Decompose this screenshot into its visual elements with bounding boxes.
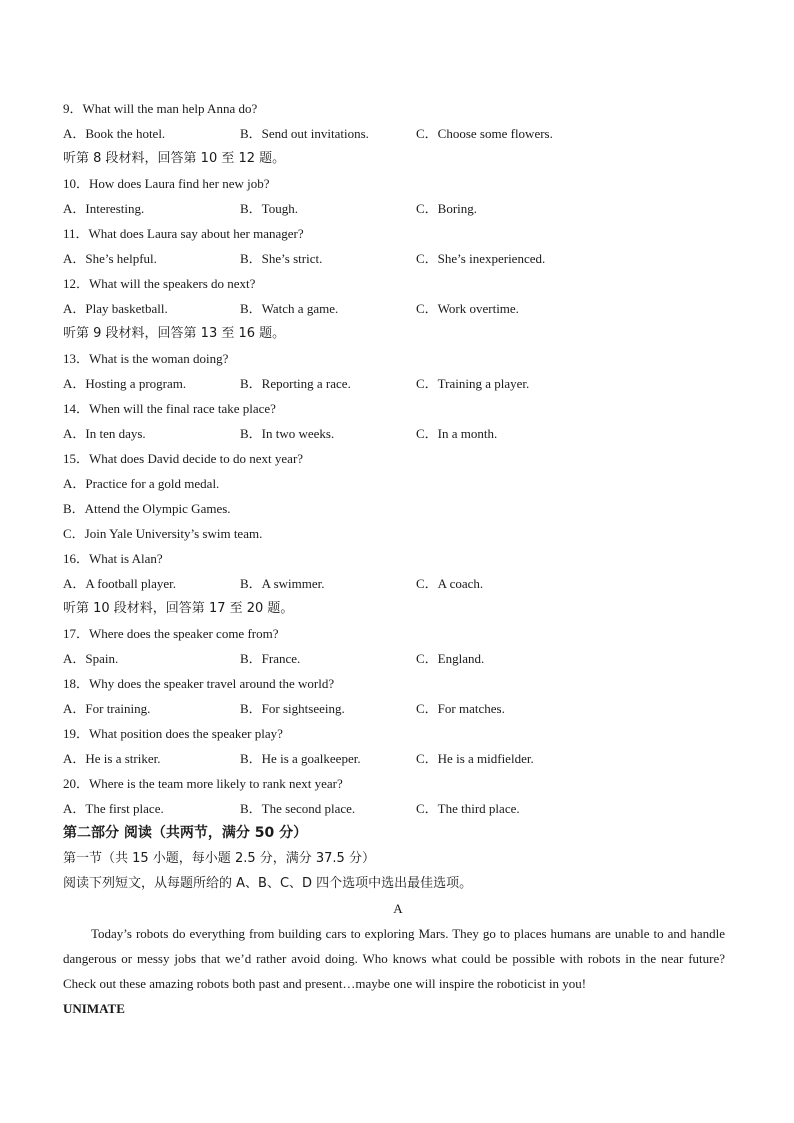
option-row	[63, 121, 733, 146]
passage-subheading: UNIMATE	[63, 1001, 125, 1016]
material-instruction: 听第 10 段材料，回答第 17 至 20 题。	[63, 601, 294, 616]
answer-option: B．He is a goalkeeper.	[240, 751, 361, 766]
answer-option: B．For sightseeing.	[240, 701, 345, 716]
question-text: 11．What does Laura say about her manager?	[63, 226, 304, 241]
option-row	[63, 746, 733, 771]
answer-option: A．Spain.	[63, 651, 119, 666]
reading-instruction: 阅读下列短文，从每题所给的 A、B、C、D 四个选项中选出最佳选项。	[63, 876, 473, 891]
passage-label: A	[393, 901, 403, 916]
question-text: 13．What is the woman doing?	[63, 351, 229, 366]
answer-option: B．The second place.	[240, 801, 356, 816]
answer-option: B．Tough.	[240, 201, 298, 216]
option-row	[63, 571, 733, 596]
answer-option: A．A football player.	[63, 576, 177, 591]
answer-option: B．Reporting a race.	[240, 376, 351, 391]
answer-option: C．She’s inexperienced.	[416, 251, 546, 266]
answer-option: C．He is a midfielder.	[416, 751, 534, 766]
passage-paragraph: Today’s robots do everything from building cars to exploring Mars. They go to places humans are unable to and handle dangerous or messy jobs that we’d rather avoid doing. Who knows what could be possible with robots in the near future? Check out these amazing robots both past and present…maybe one will inspire the roboticist in you!	[63, 926, 725, 991]
listening-section	[63, 96, 733, 821]
question-text: 16．What is Alan?	[63, 551, 163, 566]
part-two-title: 第二部分 阅读（共两节，满分 50 分）	[63, 825, 308, 841]
answer-option: C．In a month.	[416, 426, 498, 441]
option-row	[63, 421, 733, 446]
answer-option: C．Work overtime.	[416, 301, 519, 316]
answer-option: A．She’s helpful.	[63, 251, 157, 266]
answer-option: C．The third place.	[416, 801, 520, 816]
material-instruction: 听第 9 段材料，回答第 13 至 16 题。	[63, 326, 286, 341]
answer-option: B．Send out invitations.	[240, 126, 369, 141]
question-text: B．Attend the Olympic Games.	[63, 501, 231, 516]
material-instruction: 听第 8 段材料，回答第 10 至 12 题。	[63, 151, 286, 166]
exam-page	[63, 96, 733, 1021]
answer-option: A．Book the hotel.	[63, 126, 166, 141]
option-row	[63, 646, 733, 671]
answer-option: A．He is a striker.	[63, 751, 161, 766]
answer-option: B．A swimmer.	[240, 576, 325, 591]
answer-option: C．Choose some flowers.	[416, 126, 553, 141]
question-text: A．Practice for a gold medal.	[63, 476, 220, 491]
question-text: 19．What position does the speaker play?	[63, 726, 283, 741]
answer-option: C．Boring.	[416, 201, 478, 216]
option-row	[63, 371, 733, 396]
answer-option: C．A coach.	[416, 576, 484, 591]
question-text: 18．Why does the speaker travel around the world?	[63, 676, 335, 691]
question-text: 10．How does Laura find her new job?	[63, 176, 270, 191]
answer-option: A．Interesting.	[63, 201, 145, 216]
answer-option: B．In two weeks.	[240, 426, 335, 441]
answer-option: C．For matches.	[416, 701, 505, 716]
answer-option: B．She’s strict.	[240, 251, 323, 266]
option-row	[63, 696, 733, 721]
section-one-heading: 第一节（共 15 小题，每小题 2.5 分，满分 37.5 分）	[63, 851, 375, 866]
question-text: 15．What does David decide to do next year?	[63, 451, 304, 466]
option-row	[63, 246, 733, 271]
answer-option: C．England.	[416, 651, 485, 666]
answer-option: A．Play basketball.	[63, 301, 168, 316]
answer-option: C．Training a player.	[416, 376, 530, 391]
answer-option: B．France.	[240, 651, 301, 666]
option-row	[63, 296, 733, 321]
answer-option: A．For training.	[63, 701, 151, 716]
question-text: 12．What will the speakers do next?	[63, 276, 256, 291]
answer-option: A．Hosting a program.	[63, 376, 187, 391]
question-text: 9．What will the man help Anna do?	[63, 101, 258, 116]
question-text: 17．Where does the speaker come from?	[63, 626, 279, 641]
option-row	[63, 196, 733, 221]
question-text: 14．When will the final race take place?	[63, 401, 276, 416]
question-text: 20．Where is the team more likely to rank next year?	[63, 776, 343, 791]
answer-option: B．Watch a game.	[240, 301, 339, 316]
answer-option: A．In ten days.	[63, 426, 146, 441]
option-row	[63, 796, 733, 821]
question-text: C．Join Yale University’s swim team.	[63, 526, 263, 541]
answer-option: A．The first place.	[63, 801, 164, 816]
